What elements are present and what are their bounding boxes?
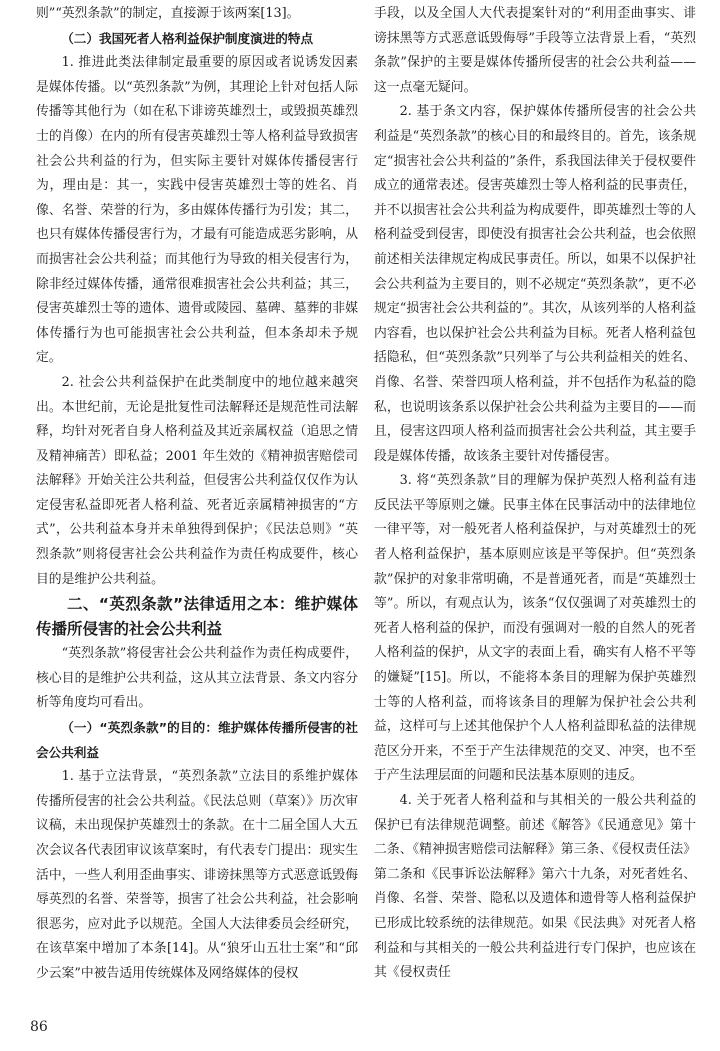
page-number: 86: [30, 1019, 48, 1035]
paragraph-section-intro: “英烈条款”将侵害社会公共利益作为责任构成要件，核心目的是维护公共利益，这从其立法背景、条文内容分析等角度均可看出。: [36, 646, 358, 711]
section-heading: 二、“英烈条款”法律适用之本：维护媒体传播所侵害的社会公共利益: [36, 595, 358, 639]
paragraph-basis-2: 2. 基于条文内容，保护媒体传播所侵害的社会公共利益是“英烈条款”的核心目的和最终目的。首先，该条规定“损害社会公共利益的”条件，系我国法律关于侵权要件成立的通常表述。侵害英雄烈士等人格利益的民事责任，并不以损害社会公共利益为构成要件，即英雄烈士等的人格利益受到侵害，即使没有损害社会公共利益，也会依照前述相关法律规定构成民事责任。所以，如果不以保护社会公共利益为主要目的，则不必规定“英烈条款”，更不必规定“损害社会公共利益的”。其次，从该列举的人格利益内容看，也以保护社会公共利益为目标。死者人格利益包括隐私，但“英烈条款”只列举了与公共利益相关的姓名、肖像、名誉、荣誉四项人格利益，并不包括作为私益的隐私，也说明该条系以保护社会公共利益为主要目的——而且，侵害这四项人格利益而损害社会公共利益，其主要手段是媒体传播，故该条主要针对传播侵害。: [374, 104, 696, 464]
paragraph-basis-1: 1. 基于立法背景，“英烈条款”立法目的系维护媒体传播所侵害的社会公共利益。《民法总则（草案）》历次审议稿，未出现保护英雄烈士的条款。在十二届全国人大五次会议各代表团审议该草案时，有代表专门提出：现实生活中，一些人利用歪曲事实、诽谤抹黑等方式恶意诋毁侮辱英烈的名誉、荣誉等，损害了社会公共利益，社会影响很恶劣，应对此予以规范。全国人大法律委员会经研究，在该草案中增加了本条[14]。从“狼牙山五壮士案”和“邱少云案”中被告适用传统媒体及网络媒体的侵权: [36, 769, 358, 981]
subheading-clause-purpose: （一）“英烈条款”的目的：维护媒体传播所侵害的社会公共利益: [36, 720, 358, 760]
paragraph-continued-right: 手段，以及全国人大代表提案针对的“利用歪曲事实、诽谤抹黑等方式恶意诋毁侮辱”手段等立法背景上看，“英烈条款”保护的主要是媒体传播所侵害的社会公共利益——这一点毫无疑问。: [374, 6, 696, 95]
paragraph-point-4: 4. 关于死者人格利益和与其相关的一般公共利益的保护已有法律规范调整。前述《解答》《民通意见》第十二条、《精神损害赔偿司法解释》第三条、《侵权责任法》第二条和《民事诉讼法解释》第六十九条，对死者姓名、肖像、名誉、荣誉、隐私以及遗体和遗骨等人格利益保护已形成比较系统的法律规范。如果《民法典》对死者人格利益和与其相关的一般公共利益进行专门保护，也应该在其《侵权责任: [374, 793, 696, 981]
right-column: [374, 2, 696, 986]
paragraph-point-1: 1. 推进此类法律制定最重要的原因或者说诱发因素是媒体传播。以“英烈条款”为例，其理论上针对包括人际传播等其他行为（如在私下诽谤英雄烈士，或毁损英雄烈士的肖像）在内的所有侵害英雄烈士等人格利益导致损害社会公共利益的行为，但实际主要针对媒体传播侵害行为，理由是：其一，实践中侵害英雄烈士等的姓名、肖像、名誉、荣誉的行为，多由媒体传播行为引发；其二，也只有媒体传播侵害行为，才最有可能造成恶劣影响，从而损害社会公共利益；而其他行为导致的相关侵害行为，除非经过媒体传播，通常很难损害社会公共利益；其三，侵害英雄烈士等的遗体、遗骨或陵园、墓碑、墓葬的非媒体传播行为也可能损害社会公共利益，但本条却未予规定。: [36, 55, 358, 366]
paragraph-point-2: 2. 社会公共利益保护在此类制度中的地位越来越突出。本世纪前，无论是批复性司法解释还是规范性司法解释，均针对死者自身人格利益及其近亲属权益（追思之情及精神痛苦）即私益；2001 年生效的《精神损害赔偿司法解释》开始关注公共利益，但侵害公共利益仅仅作为认定侵害私益即死者人格利益、死者近亲属精神损害的“方式”，公共利益本身并未单独得到保护；《民法总则》“英烈条款”则将侵害社会公共利益作为责任构成要件，核心目的是维护公共利益。: [36, 374, 358, 587]
paragraph-point-3: 3. 将“英烈条款”目的理解为保护英烈人格利益有违反民法平等原则之嫌。民事主体在民事活动中的法律地位一律平等，对一般死者人格利益保护，与对英雄烈士的死者人格利益保护，基本原则应该是平等保护。但“英烈条款”保护的对象非常明确，不是普通死者，而是“英雄烈士等”。所以，有观点认为，该条“仅仅强调了对英雄烈士的死者人格利益的保护，而没有强调对一般的自然人的死者人格利益的保护，从文字的表面上看，确实有人格不平等的嫌疑”[15]。所以，不能将本条目的理解为保护英雄烈士等的人格利益，而将该条目的理解为保护社会公共利益，这样可与上述其他保护个人人格利益即私益的法律规范区分开来，不至于产生法律规范的交叉、冲突，也不至于产生法理层面的问题和民法基本原则的违反。: [374, 473, 696, 784]
subheading-evolution-features: （二）我国死者人格利益保护制度演进的特点: [61, 30, 314, 46]
left-column: [36, 2, 358, 987]
paragraph-continued-left: 则”“英烈条款”的制定，直接源于该两案[13]。: [36, 6, 300, 21]
